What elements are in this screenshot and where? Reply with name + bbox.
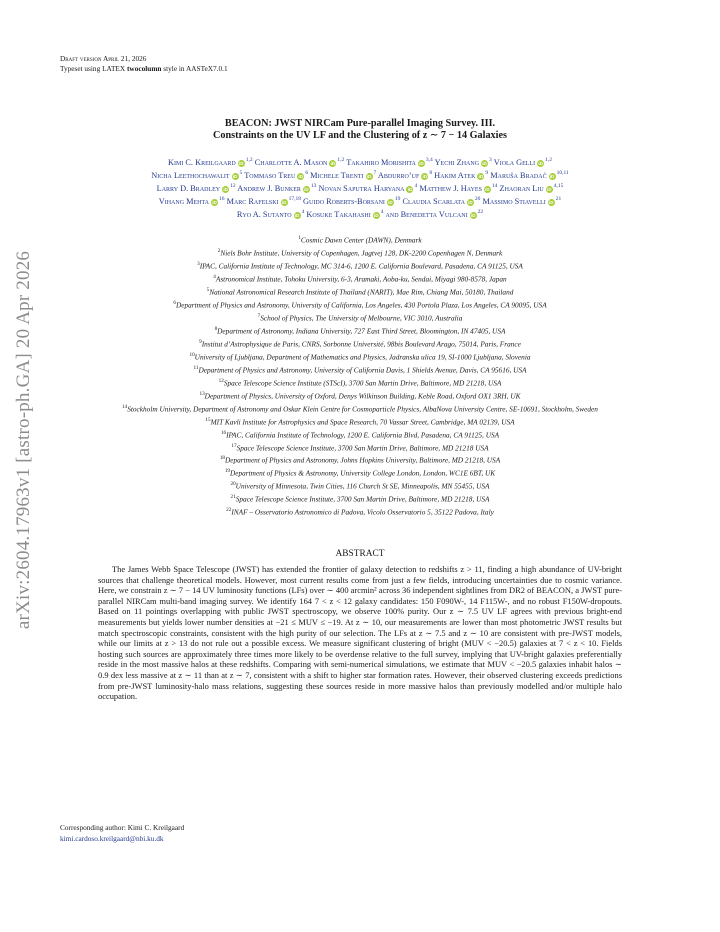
affiliation-number: 10 [189, 351, 195, 358]
author-name[interactable] [303, 197, 400, 206]
affiliation-number: 2 [217, 247, 221, 254]
author-name-text: Larry D. Bradley [156, 183, 221, 193]
arxiv-identifier: arXiv:2604.17963v1 [astro-ph.GA] 20 Apr 2026 [13, 250, 34, 630]
author-name[interactable] [255, 158, 345, 167]
affiliation-text: Space Telescope Science Institute, 3700 San Martin Drive, Baltimore, MD 21218 USA [236, 442, 489, 452]
author-name-text: Andrew J. Bunker [237, 183, 301, 193]
affiliation-number: 21 [230, 494, 236, 501]
author-name-text: Nicha Leethochawalit [151, 170, 230, 180]
title-line-1: BEACON: JWST NIRCam Pure-parallel Imaging Survey. III. [224, 118, 496, 129]
orcid-icon[interactable]: iD [232, 173, 238, 179]
affiliation-number: 17 [231, 442, 237, 449]
author-affiliation-ref: 17,18 [288, 195, 301, 202]
orcid-icon[interactable]: iD [538, 160, 543, 166]
orcid-icon[interactable]: iD [223, 186, 228, 192]
correspondence [60, 823, 184, 844]
affiliation [60, 233, 660, 246]
affiliation-text: Department of Physics & Astronomy, University College London, London, WC1E 6BT, UK [230, 468, 496, 478]
orcid-icon[interactable]: iD [422, 173, 428, 179]
affiliation [60, 337, 660, 350]
author-name[interactable] [482, 197, 561, 206]
affiliation-text: Space Telescope Science Institute (STScI), 3700 San Martin Drive, Baltimore, MD 21218, USA [223, 378, 502, 388]
author-name-text: Hakim Atek [434, 170, 476, 180]
orcid-icon[interactable]: iD [419, 160, 424, 166]
author-name-text: Takahiro Morishita [346, 157, 416, 167]
author-affiliation-ref: 3 [489, 157, 492, 163]
affiliation [60, 492, 660, 505]
paper-title [60, 118, 660, 143]
author-name-text: Zhaoran Liu [499, 183, 544, 193]
orcid-icon[interactable]: iD [281, 199, 287, 205]
author-name[interactable] [237, 210, 304, 219]
author-list [60, 155, 660, 220]
affiliation-number: 22 [226, 507, 232, 514]
page-header [60, 54, 228, 74]
affiliation [60, 272, 660, 285]
affiliation-text: Department of Physics and Astronomy, University of California, Los Angeles, 430 Portola Plaza, Los Angeles, CA 90095, USA [175, 300, 547, 310]
author-affiliation-ref: 7 [373, 169, 377, 176]
author-name[interactable] [237, 184, 316, 193]
affiliation [60, 298, 660, 311]
author-name-text: Massimo Stiavelli [482, 196, 546, 206]
typeset-line [60, 64, 228, 74]
affiliation [60, 285, 660, 298]
affiliation-number: 8 [214, 325, 218, 332]
affiliation-number: 16 [220, 429, 227, 436]
orcid-icon[interactable]: iD [238, 160, 244, 166]
affiliation-number: 1 [298, 235, 301, 241]
affiliation-number: 19 [224, 468, 230, 475]
author-name-text: Guido Roberts-Borsani [303, 196, 385, 206]
orcid-icon[interactable]: iD [330, 160, 336, 166]
author-affiliation-ref: 4 [380, 208, 384, 215]
author-name-text: Vihang Mehta [158, 196, 210, 206]
affiliation-text: Space Telescope Science Institute, 3700 San Martin Drive, Baltimore, MD 21218, USA [235, 494, 490, 504]
affiliation-text: Niels Bohr Institute, University of Copenhagen, Jagtvej 128, DK-2200 Copenhagen N, Denmark [220, 248, 503, 258]
author-name[interactable] [434, 171, 488, 180]
orcid-icon[interactable]: iD [546, 186, 552, 192]
affiliation-number: 6 [173, 299, 176, 306]
author-name-text: Marc Rafelski [226, 196, 279, 206]
affiliation-text: Department of Physics and Astronomy, Johns Hopkins University, Baltimore, MD 21218, USA [225, 455, 501, 465]
author-name[interactable] [227, 197, 301, 206]
affiliation-text: IPAC, California Institute of Technology, 1200 E. California Blvd, Pasadena, CA 91125, USA [226, 429, 500, 439]
affiliation-text: MIT Kavli Institute for Astrophysics and Space Research, 70 Vassar Street, Cambridge, MA 02139, USA [210, 416, 515, 426]
affiliation [60, 466, 660, 479]
author-name-text: Claudia Scarlata [402, 196, 465, 206]
orcid-icon[interactable]: iD [304, 186, 309, 192]
author-affiliation-ref: 9 [485, 169, 489, 176]
author-name[interactable] [419, 184, 497, 193]
author-name[interactable] [490, 171, 569, 180]
affiliation-number: 9 [199, 338, 202, 345]
affiliation-text: Institut d’Astrophysique de Paris, CNRS, Sorbonne Université, 98bis Boulevard Arago, 75014, Paris, France [201, 339, 521, 349]
affiliation [60, 350, 660, 363]
affiliation-number: 3 [197, 260, 200, 267]
typeset-latex: LATEX [102, 64, 126, 73]
author-affiliation-ref: 4,15 [553, 182, 564, 189]
author-name-text: Matthew J. Hayes [419, 183, 482, 193]
affiliation-text: National Astronomical Research Institute of Thailand (NARIT), Mae Rim, Chiang Mai, 50180, Thailand [209, 287, 514, 297]
orcid-icon[interactable]: iD [298, 173, 304, 179]
affiliation-number: 15 [205, 416, 211, 423]
author-affiliation-ref: 13 [310, 182, 317, 189]
author-name[interactable] [319, 184, 418, 193]
author-affiliation-ref: 21 [555, 195, 562, 202]
author-affiliation-ref: 8 [429, 169, 433, 176]
corresponding-author: Corresponding author: Kimi C. Kreilgaard [60, 823, 185, 832]
affiliation [60, 441, 660, 454]
author-name[interactable] [157, 184, 236, 193]
author-name[interactable] [310, 171, 376, 180]
affiliation [60, 389, 660, 402]
author-name-text: Kimi C. Kreilgaard [168, 157, 236, 167]
abstract-text: The James Webb Space Telescope (JWST) has extended the frontier of galaxy detection to redshifts z > 11, finding a high abundance of UV-bright sources that challenge theoretical models. However, most current results come from just a few fields, introducing uncertainties due to cosmic variance. Here, we constrain z ∼ 7 − 14 UV luminosity functions (LFs) over ∼ 400 arcmin² across 36 independent sightlines from DR2 of BEACON, a JWST pure-parallel NIRCam multi-band imaging survey. We identify 164 7 < z < 12 galaxy candidates: 150 F090W-, 14 F115W-, and no robust F150W-dropouts. Based on 11 pointings overlapping with public JWST spectroscopy, we observe 100% purity. Our z ∼ 7.5 UV LF agrees with previous bright-end measurements but yields lower number densities at −21 ≤ MUV ≤ −19. At z ∼ 10, our measurements are lower than most photometric JWST results but match spectroscopic constraints, consistent with the high purity of our selection. The LFs at z ∼ 7.5 and z ∼ 10 are consistent with pre-JWST models, while our limits at z > 13 do not rule out a possible excess. We measure significant clustering of bright (MUV < −20.5) galaxies at 7 < z < 10. Fields hosting such sources are approximately three times more likely to be overdense relative to the full survey, implying that UV-bright galaxies preferentially reside in the most massive halos at these redshifts. Comparing with semi-numerical simulations, we estimate that MUV < −20.5 galaxies inhabit halos ∼ 0.9 dex less massive at z ∼ 11 than at z ∼ 7, consistent with a shift to higher star formation rates. However, their observed clustering exceeds predictions from pre-JWST luminosity-halo mass relations, suggesting these sources reside in more massive halos than previously modelled and/or multiple halo occupation. [98, 564, 622, 702]
author-name[interactable] [151, 171, 242, 180]
draft-version: Draft version April 21, 2026 [60, 54, 147, 63]
author-name[interactable] [346, 158, 433, 167]
orcid-icon[interactable]: iD [388, 199, 393, 205]
orcid-icon[interactable]: iD [366, 173, 372, 179]
author-name-text: Ryo A. Sutanto [236, 209, 292, 219]
author-name-text: Michele Trenti [310, 170, 364, 180]
orcid-icon[interactable]: iD [294, 212, 300, 218]
author-affiliation-ref: 1,2 [337, 157, 345, 163]
affiliation-text: University of Minnesota, Twin Cities, 116 Church St SE, Minneapolis, MN 55455, USA [235, 481, 490, 491]
author-name-text: Yechi Zhang [434, 157, 480, 167]
author-name-text: Tommaso Treu [244, 170, 296, 180]
affiliation [60, 311, 660, 324]
orcid-icon[interactable]: iD [468, 199, 473, 205]
affiliation [60, 428, 660, 441]
affiliation-list [60, 233, 660, 518]
affiliation [60, 246, 660, 259]
affiliation-text: Department of Physics, University of Oxford, Denys Wilkinson Building, Keble Road, Oxford OX1 3RH, UK [204, 391, 521, 401]
orcid-icon[interactable]: iD [548, 199, 554, 205]
affiliation [60, 453, 660, 466]
author-name[interactable] [159, 197, 225, 206]
author-name-text: Abdurro’uf [377, 170, 420, 180]
affiliation-number: 12 [218, 377, 224, 384]
author-affiliation-ref: 10,11 [556, 169, 569, 176]
author-name-text: Benedetta Vulcani [400, 209, 468, 219]
affiliation-text: INAF – Osservatorio Astronomico di Padova, Vicolo Osservatorio 5, 35122 Padova, Italy [231, 507, 494, 517]
corresponding-email-link[interactable]: kimi.cardoso.kreilgaard@nbi.ku.dk [60, 833, 164, 843]
affiliation-number: 4 [213, 273, 216, 280]
author-name[interactable] [500, 184, 564, 193]
abstract-heading: ABSTRACT [335, 549, 385, 559]
author-name-text: Novan Saputra Haryana [318, 183, 405, 193]
orcid-icon[interactable]: iD [470, 212, 476, 218]
author-affiliation-ref: 1,2 [545, 157, 552, 163]
orcid-icon[interactable]: iD [482, 160, 487, 166]
author-name-text: Maruša Bradač [490, 170, 547, 180]
orcid-icon[interactable]: iD [212, 199, 217, 205]
affiliation-number: 20 [230, 481, 236, 488]
author-name[interactable] [403, 197, 481, 206]
affiliation [60, 324, 660, 337]
author-affiliation-ref: 1,2 [245, 157, 253, 163]
affiliation-number: 11 [193, 364, 199, 371]
author-affiliation-ref: 20 [474, 195, 481, 202]
affiliation-text: Astronomical Institute, Tohoku University, 6-3, Aramaki, Aoba-ku, Sendai, Miyagi 980-8578, Japan [215, 274, 507, 284]
author-and: and [383, 209, 401, 219]
affiliation-text: Stockholm University, Department of Astronomy and Oskar Klein Centre for Cosmoparticle Physics, AlbaNova University Centre, SE-10691, Stockholm, Sweden [127, 404, 598, 414]
affiliation [60, 363, 660, 376]
affiliation-number: 18 [219, 455, 225, 462]
affiliation-text: IPAC, California Institute of Technology, MC 314-6, 1200 E. California Boulevard, Pasadena, CA 91125, USA [199, 261, 523, 271]
typeset-prefix: Typeset using [60, 64, 103, 73]
author-name[interactable] [244, 171, 308, 180]
author-name-text: Viola Gelli [493, 157, 536, 167]
orcid-icon[interactable]: iD [549, 173, 555, 179]
affiliation-number: 14 [122, 403, 128, 410]
orcid-icon[interactable]: iD [478, 173, 484, 179]
author-name[interactable] [401, 210, 483, 219]
affiliation-text: University of Ljubljana, Department of Mathematics and Physics, Jadranska ulica 19, SI-1000 Ljubljana, Slovenia [194, 352, 531, 362]
affiliation-number: 5 [206, 286, 210, 293]
affiliation [60, 415, 660, 428]
affiliation-text: Department of Physics and Astronomy, University of California Davis, 1 Shields Avenue, Davis, CA 95616, USA [198, 365, 527, 375]
orcid-icon[interactable]: iD [485, 186, 490, 192]
author-affiliation-ref: 5 [239, 169, 243, 176]
author-name[interactable] [435, 158, 492, 167]
author-name-text: Kosuke Takahashi [306, 209, 371, 219]
affiliation-number: 13 [199, 390, 205, 397]
author-affiliation-ref: 3,4 [425, 157, 433, 163]
author-affiliation-ref: 16 [219, 195, 225, 202]
orcid-icon[interactable]: iD [407, 186, 413, 192]
affiliation [60, 259, 660, 272]
affiliation [60, 402, 660, 415]
affiliation-text: Cosmic Dawn Center (DAWN), Denmark [300, 235, 422, 245]
author-name-text: Charlotte A. Mason [254, 157, 328, 167]
typeset-suffix: style in AASTeX7.0.1 [161, 64, 228, 73]
author-affiliation-ref: 4 [301, 208, 305, 215]
author-affiliation-ref: 6 [305, 169, 309, 176]
affiliation [60, 376, 660, 389]
author-affiliation-ref: 19 [394, 195, 401, 202]
affiliation-text: Department of Astronomy, Indiana University, 727 East Third Street, Bloomington, IN 47405, USA [217, 326, 506, 336]
author-affiliation-ref: 14 [491, 182, 498, 189]
author-name[interactable] [378, 171, 432, 180]
author-affiliation-ref: 12 [230, 182, 236, 189]
affiliation-text: School of Physics, The University of Melbourne, VIC 3010, Australia [260, 313, 463, 323]
affiliation [60, 505, 660, 518]
author-affiliation-ref: 4 [414, 182, 418, 189]
author-name[interactable] [306, 210, 383, 219]
title-line-2: Constraints on the UV LF and the Clustering of z ∼ 7 − 14 Galaxies [213, 130, 507, 142]
author-name[interactable] [168, 158, 253, 167]
author-name[interactable] [494, 158, 552, 167]
author-affiliation-ref: 22 [477, 208, 484, 215]
orcid-icon[interactable]: iD [373, 212, 379, 218]
affiliation [60, 479, 660, 492]
typeset-bold: twocolumn [127, 64, 162, 73]
affiliation-number: 7 [257, 312, 261, 319]
arxiv-sidebar [2, 230, 46, 650]
